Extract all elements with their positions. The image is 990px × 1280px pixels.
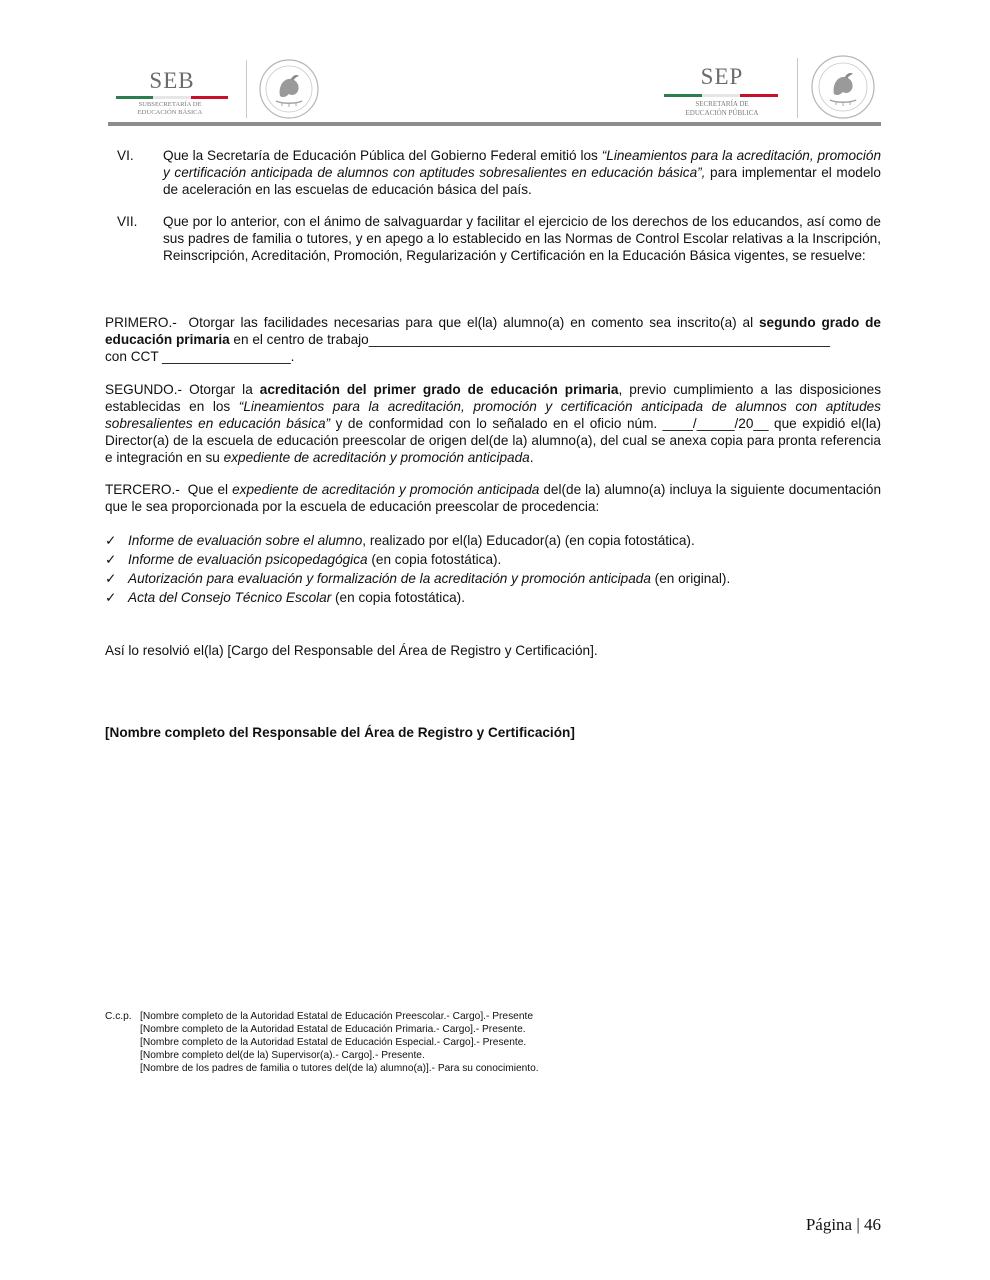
- sep-subtitle-line1: SECRETARÍA DE: [695, 100, 749, 108]
- resolution-statement: Así lo resolvió el(la) [Cargo del Responsable del Área de Registro y Certificación].: [105, 643, 598, 658]
- page-separator: |: [856, 1215, 860, 1234]
- consideration-vii: [105, 213, 881, 264]
- item-number: VII.: [117, 214, 138, 229]
- sep-logo-subtitle: [667, 100, 777, 118]
- item-number: VI.: [117, 148, 134, 163]
- checkmark-icon: ✓: [105, 533, 117, 548]
- sep-subtitle-line2: EDUCACIÓN PÚBLICA: [685, 109, 759, 117]
- ccp-line: [Nombre completo de la Autoridad Estatal de Educación Preescolar.- Cargo].- Presente: [140, 1011, 533, 1022]
- segundo-label: SEGUNDO.-: [105, 382, 183, 397]
- list-item: ✓ Informe de evaluación sobre el alumno, realizado por el(la) Educador(a) (en copia fotostática).: [105, 533, 695, 548]
- page-number: 46: [864, 1215, 881, 1234]
- cct-line: con CCT _________________.: [105, 349, 295, 364]
- header-rule: [108, 122, 881, 126]
- checkmark-icon: ✓: [105, 552, 117, 567]
- seb-subtitle-line1: SUBSECRETARÍA DE: [138, 101, 202, 108]
- list-item: ✓ Autorización para evaluación y formalización de la acreditación y promoción anticipada (en original).: [105, 571, 731, 586]
- primero-label: PRIMERO.-: [105, 315, 177, 330]
- ccp-line: [Nombre de los padres de familia o tutores del(de la) alumno(a)].- Para su conocimiento.: [140, 1063, 539, 1074]
- ccp-line: [Nombre completo del(de la) Supervisor(a).- Cargo].- Presente.: [140, 1050, 425, 1061]
- documents-list: [105, 532, 881, 608]
- ccp-label: C.c.p.: [105, 1011, 132, 1022]
- sep-divider: [797, 58, 798, 118]
- list-item: ✓ Informe de evaluación psicopedagógica (en copia fotostática).: [105, 552, 502, 567]
- consideration-vi: [105, 147, 881, 198]
- page-footer: [806, 1214, 881, 1236]
- resolution-segundo: SEGUNDO.- Otorgar la acreditación del primer grado de educación primaria, previo cumplimiento a las disposiciones establecidas en los “Lineamientos para la acreditación, promoción y certificación anticipada de alumnos con aptitudes sobresalientes en educación básica” y de conformidad con lo señalado en el oficio núm. ____/_____/20__ que expidió el(la) Director(a) de la escuela de educación preescolar de origen del(de la) alumno(a), del cual se anexa copia para pronta referencia e integración en su expediente de acreditación y promoción anticipada.: [105, 382, 882, 465]
- carbon-copy-block: [105, 1010, 539, 1075]
- item-text: Que por lo anterior, con el ánimo de salvaguardar y facilitar el ejercicio de los derechos de los educandos, así como de sus padres de familia o tutores, y en apego a lo establecido en las Normas de Control Escolar relativas a la Inscripción, Reinscripción, Acreditación, Promoción, Regularización y Certificación en la Educación Básica vigentes, se resuelve:: [163, 214, 881, 263]
- ccp-line: [Nombre completo de la Autoridad Estatal de Educación Especial.- Cargo].- Presente.: [140, 1037, 527, 1048]
- seb-divider: [246, 60, 247, 118]
- checkmark-icon: ✓: [105, 590, 117, 605]
- ccp-line: [Nombre completo de la Autoridad Estatal de Educación Primaria.- Cargo].- Presente.: [140, 1024, 526, 1035]
- tercero-label: TERCERO.-: [105, 482, 180, 497]
- sep-tricolor-stripe: [664, 94, 778, 97]
- seb-logo-subtitle: [122, 101, 218, 117]
- seb-subtitle-line2: EDUCACIÓN BÁSICA: [137, 109, 203, 116]
- list-item: ✓ Acta del Consejo Técnico Escolar (en copia fotostática).: [105, 590, 465, 605]
- checkmark-icon: ✓: [105, 571, 117, 586]
- signature-name: [Nombre completo del Responsable del Área de Registro y Certificación]: [105, 725, 575, 740]
- resolution-primero: PRIMERO.- Otorgar las facilidades necesarias para que el(la) alumno(a) en comento sea inscrito(a) al segundo grado de educación primaria en el centro de trabajo_____________________________________________________________ con CCT _________________.: [105, 315, 881, 364]
- item-text: Que la Secretaría de Educación Pública del Gobierno Federal emitió los “Lineamientos para la acreditación, promoción y certificación anticipada de alumnos con aptitudes sobresalientes en educación básica”, para implementar el modelo de aceleración en las escuelas de educación básica del país.: [163, 148, 882, 197]
- seb-logo-title: SEB: [149, 68, 195, 93]
- mexican-coat-of-arms-icon: [810, 54, 876, 120]
- sep-logo-title: SEP: [700, 64, 744, 89]
- resolution-tercero: TERCERO.- Que el expediente de acreditación y promoción anticipada del(de la) alumno(a) incluya la siguiente documentación que le sea proporcionada por la escuela de educación preescolar de procedencia:: [105, 482, 881, 514]
- mexican-coat-of-arms-icon: [258, 58, 320, 120]
- seb-tricolor-stripe: [116, 96, 228, 99]
- page-label: Página: [805, 1215, 853, 1234]
